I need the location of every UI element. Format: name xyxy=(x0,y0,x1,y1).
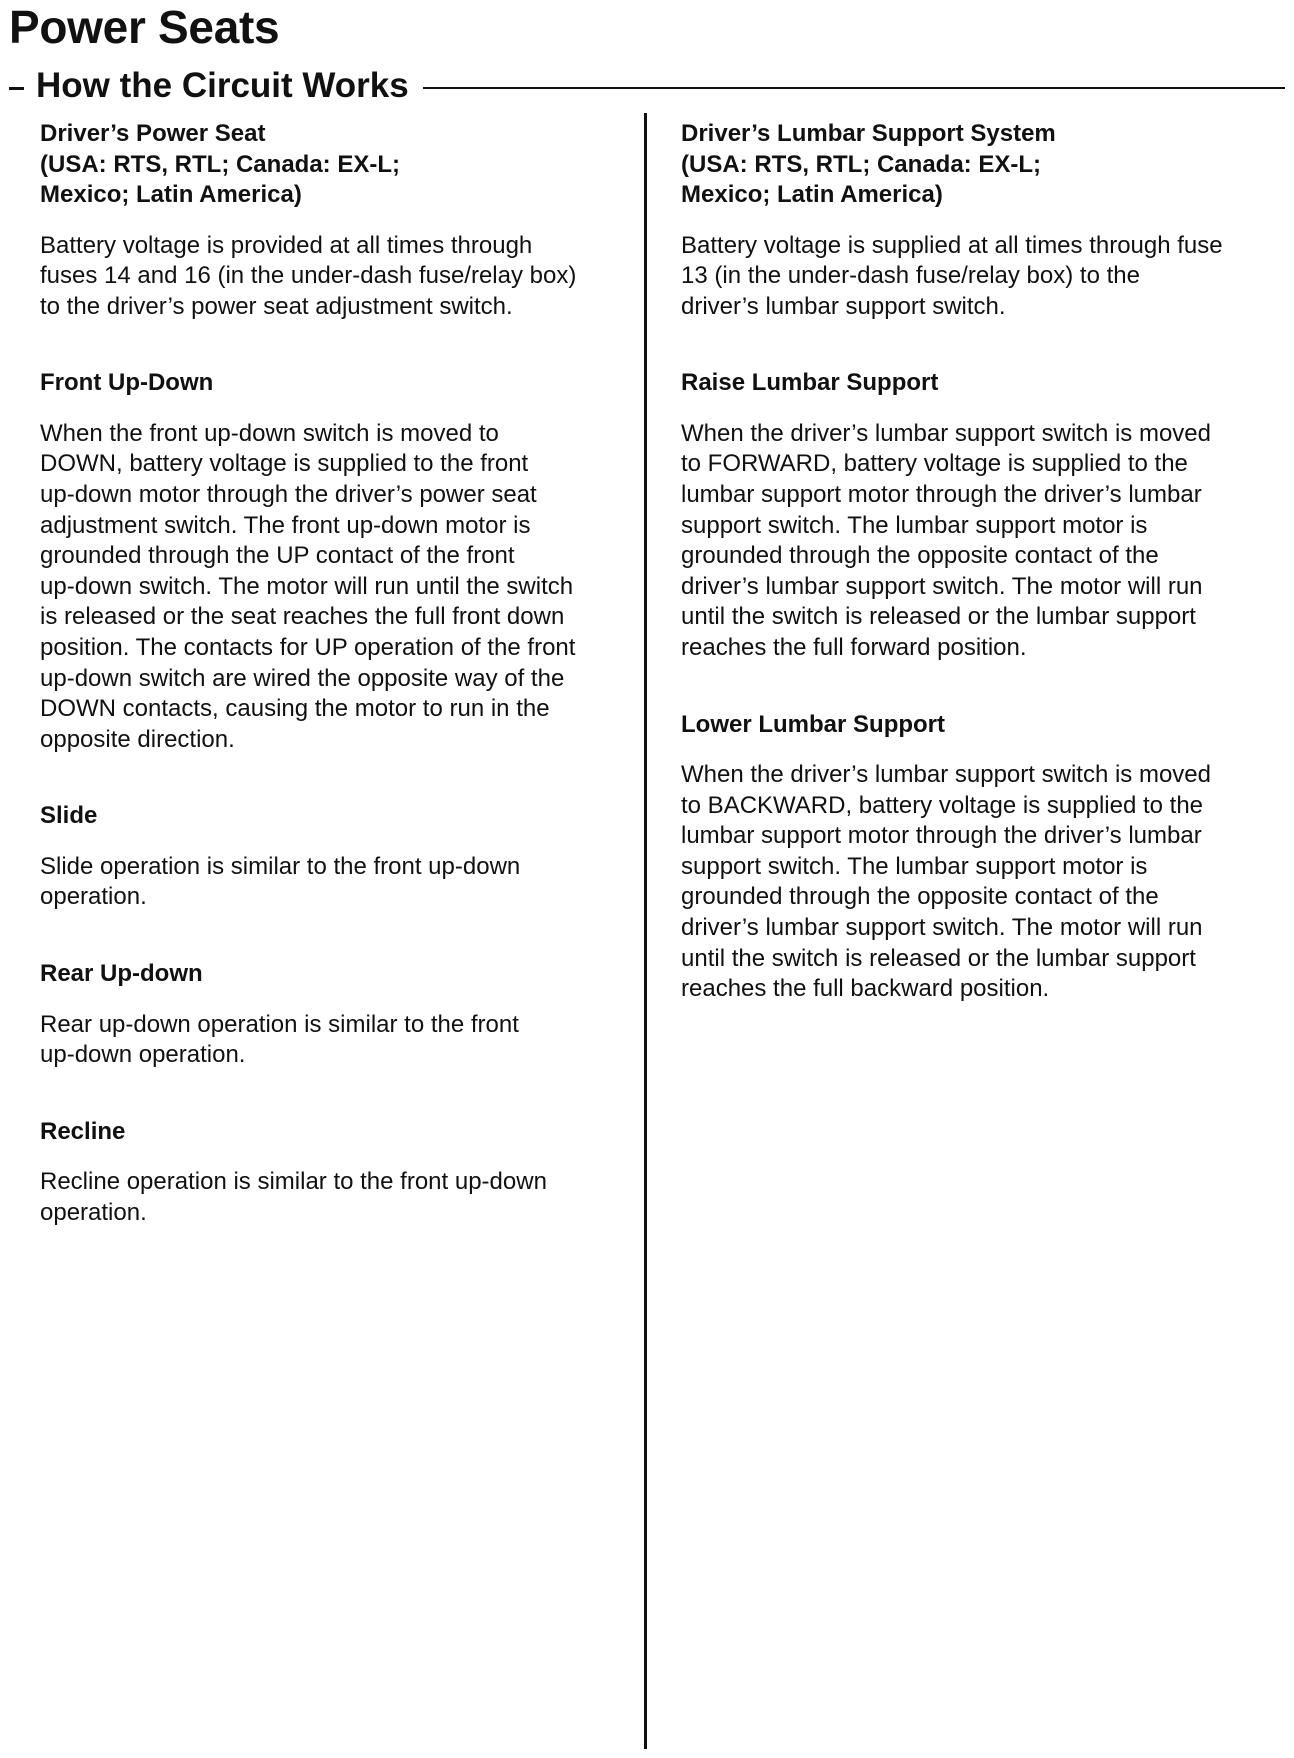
section-heading: How the Circuit Works xyxy=(36,66,409,105)
slide-section xyxy=(40,801,630,913)
column-divider xyxy=(644,113,647,1749)
section-heading-lower-lumbar-support: Lower Lumbar Support xyxy=(681,710,945,738)
section-body-lower-lumbar-support: When the driver’s lumbar support switch is moved to BACKWARD, battery voltage is supplied to the lumbar support motor through the driver’s lumbar support switch. The lumbar support motor is grounded through the opposite contact of the driver’s lumbar support switch. The motor will run until the switch is released or the lumbar support reaches the full backward position. xyxy=(681,761,1211,1003)
section-header-rule xyxy=(423,87,1285,89)
left-column xyxy=(40,119,630,1228)
rear-up-down-section xyxy=(40,959,630,1071)
section-header xyxy=(9,62,1285,110)
recline-section xyxy=(40,1117,630,1229)
section-body-front-up-down: When the front up-down switch is moved to DOWN, battery voltage is supplied to the front up-down motor through the driver’s power seat adjustment switch. The front up-down motor is grounded through the UP contact of the front up-down switch. The motor will run until the switch is released or the seat reaches the full front down position. The contacts for UP operation of the front up-down switch are wired the opposite way of the DOWN contacts, causing the motor to run in the opposite direction. xyxy=(40,419,576,753)
section-heading-rear-up-down: Rear Up-down xyxy=(40,960,203,987)
section-heading-drivers-power-seat: Driver’s Power Seat (USA: RTS, RTL; Canada: EX-L; Mexico; Latin America) xyxy=(40,120,400,208)
section-heading-recline: Recline xyxy=(40,1117,126,1145)
section-body-drivers-power-seat: Battery voltage is provided at all times through fuses 14 and 16 (in the under-dash fuse/relay box) to the driver’s power seat adjustment switch. xyxy=(40,231,577,320)
section-heading-lumbar-support-system: Driver’s Lumbar Support System (USA: RTS, RTL; Canada: EX-L; Mexico; Latin America) xyxy=(681,120,1056,208)
section-body-recline: Recline operation is similar to the front up-down operation. xyxy=(40,1168,547,1226)
right-column xyxy=(681,119,1281,1005)
lumbar-support-system-section xyxy=(681,119,1281,322)
section-header-dash xyxy=(9,87,24,90)
drivers-power-seat-section xyxy=(40,119,630,322)
section-body-rear-up-down: Rear up-down operation is similar to the front up-down operation. xyxy=(40,1010,519,1069)
section-body-slide: Slide operation is similar to the front up-down operation. xyxy=(40,852,521,911)
section-heading-slide: Slide xyxy=(40,802,98,830)
section-body-lumbar-support-system: Battery voltage is supplied at all times through fuse 13 (in the under-dash fuse/relay box) to the driver’s lumbar support switch. xyxy=(681,231,1223,320)
section-body-raise-lumbar-support: When the driver’s lumbar support switch is moved to FORWARD, battery voltage is supplied to the lumbar support motor through the driver’s lumbar support switch. The lumbar support motor is grounded through the opposite contact of the driver’s lumbar support switch. The motor will run until the switch is released or the lumbar support reaches the full forward position. xyxy=(681,419,1211,661)
front-up-down-section xyxy=(40,368,630,755)
section-heading-raise-lumbar-support: Raise Lumbar Support xyxy=(681,369,939,397)
lower-lumbar-support-section xyxy=(681,710,1281,1005)
raise-lumbar-support-section xyxy=(681,368,1281,663)
page-title: Power Seats xyxy=(9,1,280,53)
section-heading-front-up-down: Front Up-Down xyxy=(40,369,214,397)
